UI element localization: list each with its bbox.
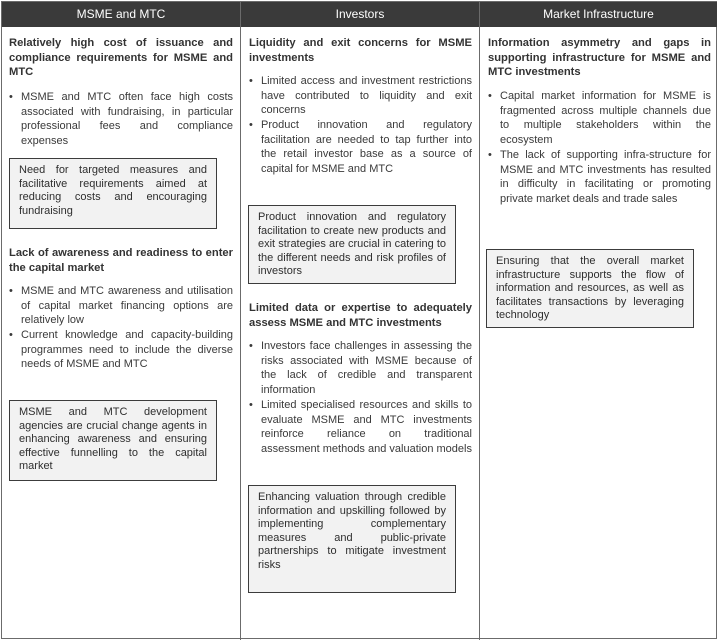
col2-heading-liquidity: Liquidity and exit concerns for MSME investments [249, 37, 472, 64]
col2-bullet: • Limited specialised resources and skills to evaluate MSME and MTC investments reinforce reliance on traditional assessment methods and valuation models [249, 398, 472, 456]
column-divider [479, 2, 480, 640]
col3-callout-box-infrastructure: Ensuring that the overall market infrastructure supports the flow of information and resources, as well as facilitates transactions by leveraging technology [486, 249, 694, 328]
col1-callout-box-cost: Need for targeted measures and facilitative requirements aimed at reducing costs and encouraging fundraising [9, 158, 217, 229]
col2-bullet: • Limited access and investment restrictions have contributed to liquidity and exit concerns [249, 74, 472, 118]
header-msme-mtc: MSME and MTC [2, 2, 240, 27]
comparison-table [1, 1, 717, 639]
header-market-infrastructure: Market Infrastructure [480, 2, 717, 27]
col2-callout-box-liquidity: Product innovation and regulatory facilitation to create new products and exit strategies are crucial in catering to the different needs and risk profiles of investors [248, 205, 456, 284]
col1-bullet: • MSME and MTC awareness and utilisation of capital market financing options are relatively low [9, 284, 233, 328]
col1-heading-awareness: Lack of awareness and readiness to enter the capital market [9, 247, 233, 274]
header-investors: Investors [241, 2, 479, 27]
col1-bullet: • MSME and MTC often face high costs associated with fundraising, in particular professional fees and compliance expenses [9, 90, 233, 148]
column-divider [240, 2, 241, 640]
col3-bullet: • The lack of supporting infra-structure for MSME and MTC investments has resulted in difficulty in facilitating or promoting private market deals and trade sales [488, 148, 711, 206]
col2-bullet: • Product innovation and regulatory facilitation are needed to tap further into the retail investor base as a source of capital for MSME and MTC [249, 118, 472, 176]
col2-callout-box-valuation: Enhancing valuation through credible information and upskilling followed by implementing complementary measures and public-private partnerships to mitigate investment risks [248, 485, 456, 593]
col3-bullet: • Capital market information for MSME is fragmented across multiple channels due to multiple stakeholders within the ecosystem [488, 89, 711, 147]
col1-bullet: • Current knowledge and capacity-building programmes need to include the diverse needs of MSME and MTC [9, 328, 233, 372]
col3-heading-information: Information asymmetry and gaps in supporting infrastructure for MSME and MTC investments [488, 37, 711, 78]
col1-callout-box-awareness: MSME and MTC development agencies are crucial change agents in enhancing awareness and ensuring effective funnelling to the capital market [9, 400, 217, 481]
col2-bullet: • Investors face challenges in assessing the risks associated with MSME because of the lack of credible and transparent information [249, 339, 472, 397]
col2-heading-data: Limited data or expertise to adequately assess MSME and MTC investments [249, 302, 472, 329]
col1-heading-cost: Relatively high cost of issuance and compliance requirements for MSME and MTC [9, 37, 233, 78]
